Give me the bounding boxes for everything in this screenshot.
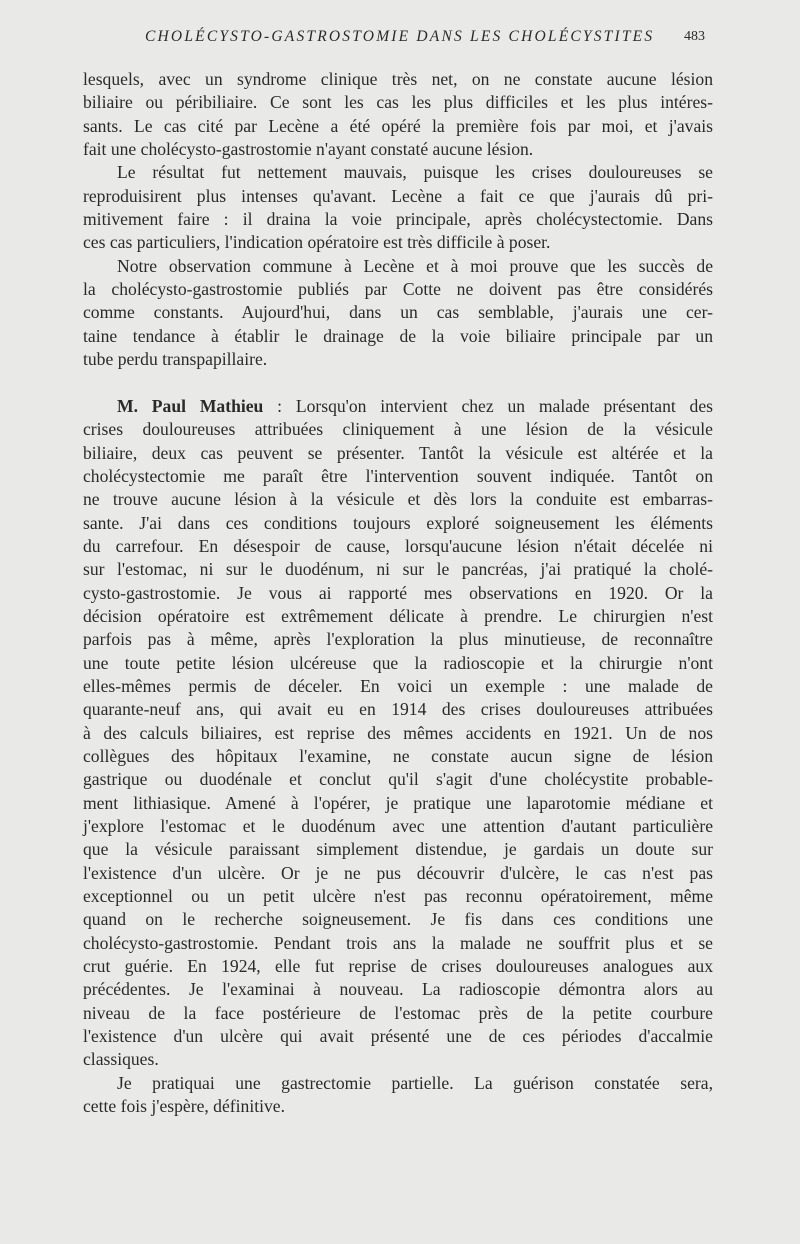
text-line: mitivement faire : il draina la voie principale, après cholécystectomie. Dans bbox=[83, 209, 713, 230]
text-line: sante. J'ai dans ces conditions toujours exploré soigneusement les éléments bbox=[83, 512, 713, 533]
text-line: à des calculs biliaires, est reprise des mêmes accidents en 1921. Un de nos bbox=[83, 722, 713, 743]
paragraph bbox=[83, 1072, 713, 1119]
speaker-name: M. Paul Mathieu bbox=[117, 395, 264, 416]
paragraph bbox=[83, 68, 713, 161]
text-line: sur l'estomac, ni sur le duodénum, ni sur le pancréas, j'ai pratiqué la cholé- bbox=[83, 559, 713, 580]
text-line: l'existence d'un ulcère qui avait présenté une de ces périodes d'accalmie bbox=[83, 1026, 713, 1047]
text-line: quand on le recherche soigneusement. Je fis dans ces conditions une bbox=[83, 909, 713, 930]
text-line: la cholécysto-gastrostomie publiés par Cotte ne doivent pas être considérés bbox=[83, 279, 713, 300]
text-line: collègues des hôpitaux l'examine, ne constate aucun signe de lésion bbox=[83, 745, 713, 766]
text-line: ment lithiasique. Amené à l'opérer, je pratique une laparotomie médiane et bbox=[83, 792, 713, 813]
text-line: que la vésicule paraissant simplement distendue, je gardais un doute sur bbox=[83, 839, 713, 860]
text-line: classiques. bbox=[83, 1049, 159, 1070]
text-line: ne trouve aucune lésion à la vésicule et dès lors la conduite est embarras- bbox=[83, 489, 713, 510]
text-line: cette fois j'espère, définitive. bbox=[83, 1096, 285, 1117]
text-line: une toute petite lésion ulcéreuse que la radioscopie et la chirurgie n'ont bbox=[83, 652, 713, 673]
text-line: biliaire, deux cas peuvent se présenter. Tantôt la vésicule est altérée et la bbox=[83, 442, 713, 463]
text-line: du carrefour. En désespoir de cause, lorsqu'aucune lésion n'était décelée ni bbox=[83, 535, 713, 556]
text-line: crut guérie. En 1924, elle fut reprise de crises douloureuses analogues aux bbox=[83, 956, 713, 977]
text-line: lesquels, avec un syndrome clinique très net, on ne constate aucune lésion bbox=[83, 69, 713, 89]
text-line: cholécysto-gastrostomie. Pendant trois ans la malade ne souffrit plus et se bbox=[83, 932, 713, 953]
text-line: elles-mêmes permis de déceler. En voici un exemple : une malade de bbox=[83, 675, 713, 696]
text-line: tube perdu transpapillaire. bbox=[83, 349, 268, 370]
text-line: sants. Le cas cité par Lecène a été opéré la première fois par moi, et j'avais bbox=[83, 115, 713, 136]
text-line: cholécystectomie me paraît être l'intervention souvent indiquée. Tantôt on bbox=[83, 465, 713, 486]
paragraph bbox=[83, 161, 713, 254]
text-line: biliaire ou péribiliaire. Ce sont les cas les plus difficiles et les plus intéres- bbox=[83, 92, 713, 113]
text-line: décision opératoire est extrêmement délicate à prendre. Le chirurgien n'est bbox=[83, 605, 713, 626]
text-line: Le résultat fut nettement mauvais, puisque les crises douloureuses se bbox=[117, 162, 713, 183]
page-number: 483 bbox=[684, 29, 705, 44]
text-line: parfois pas à même, après l'exploration la plus minutieuse, de reconnaître bbox=[83, 629, 713, 650]
text-line: fait une cholécysto-gastrostomie n'ayant constaté aucune lésion. bbox=[83, 139, 534, 160]
text-line: taine tendance à établir le drainage de la voie biliaire principale par un bbox=[83, 325, 713, 346]
text-line: l'existence d'un ulcère. Or je ne pus découvrir d'ulcère, le cas n'est pas bbox=[83, 862, 713, 883]
text-line: reproduisirent plus intenses qu'avant. Lecène a fait ce que j'aurais dû pri- bbox=[83, 185, 713, 206]
text-line: ces cas particuliers, l'indication opératoire est très difficile à poser. bbox=[83, 232, 551, 253]
text-line: Notre observation commune à Lecène et à moi prouve que les succès de bbox=[117, 255, 713, 276]
running-title: CHOLÉCYSTO-GASTROSTOMIE DANS LES CHOLÉCYSTITES bbox=[145, 28, 655, 45]
text-line: quarante-neuf ans, qui avait eu en 1914 des crises douloureuses attribuées bbox=[83, 699, 713, 720]
text-line: j'explore l'estomac et le duodénum avec une attention d'autant particulière bbox=[83, 816, 713, 836]
paragraph bbox=[83, 255, 713, 372]
text-line: comme constants. Aujourd'hui, dans un cas semblable, j'aurais une cer- bbox=[83, 302, 713, 323]
text-fragment: : Lorsqu'on intervient chez un malade présentant des bbox=[263, 395, 713, 416]
text-line: Je pratiquai une gastrectomie partielle. La guérison constatée sera, bbox=[117, 1072, 713, 1093]
page-body bbox=[83, 68, 713, 1118]
text-line: précédentes. Je l'examinai à nouveau. La radioscopie démontra alors au bbox=[83, 979, 713, 1000]
text-line bbox=[83, 395, 713, 418]
text-line: niveau de la face postérieure de l'estomac près de la petite courbure bbox=[83, 1002, 713, 1023]
text-line: cysto-gastrostomie. Je vous ai rapporté mes observations en 1920. Or la bbox=[83, 582, 713, 603]
paragraph-gap bbox=[83, 371, 713, 394]
text-line: crises douloureuses attribuées cliniquement à une lésion de la vésicule bbox=[83, 419, 713, 440]
paragraph bbox=[83, 395, 713, 1072]
text-line: exceptionnel ou un petit ulcère n'est pas reconnu opératoirement, même bbox=[83, 886, 713, 907]
text-line: gastrique ou duodénale et conclut qu'il s'agit d'une cholécystite probable- bbox=[83, 769, 713, 790]
